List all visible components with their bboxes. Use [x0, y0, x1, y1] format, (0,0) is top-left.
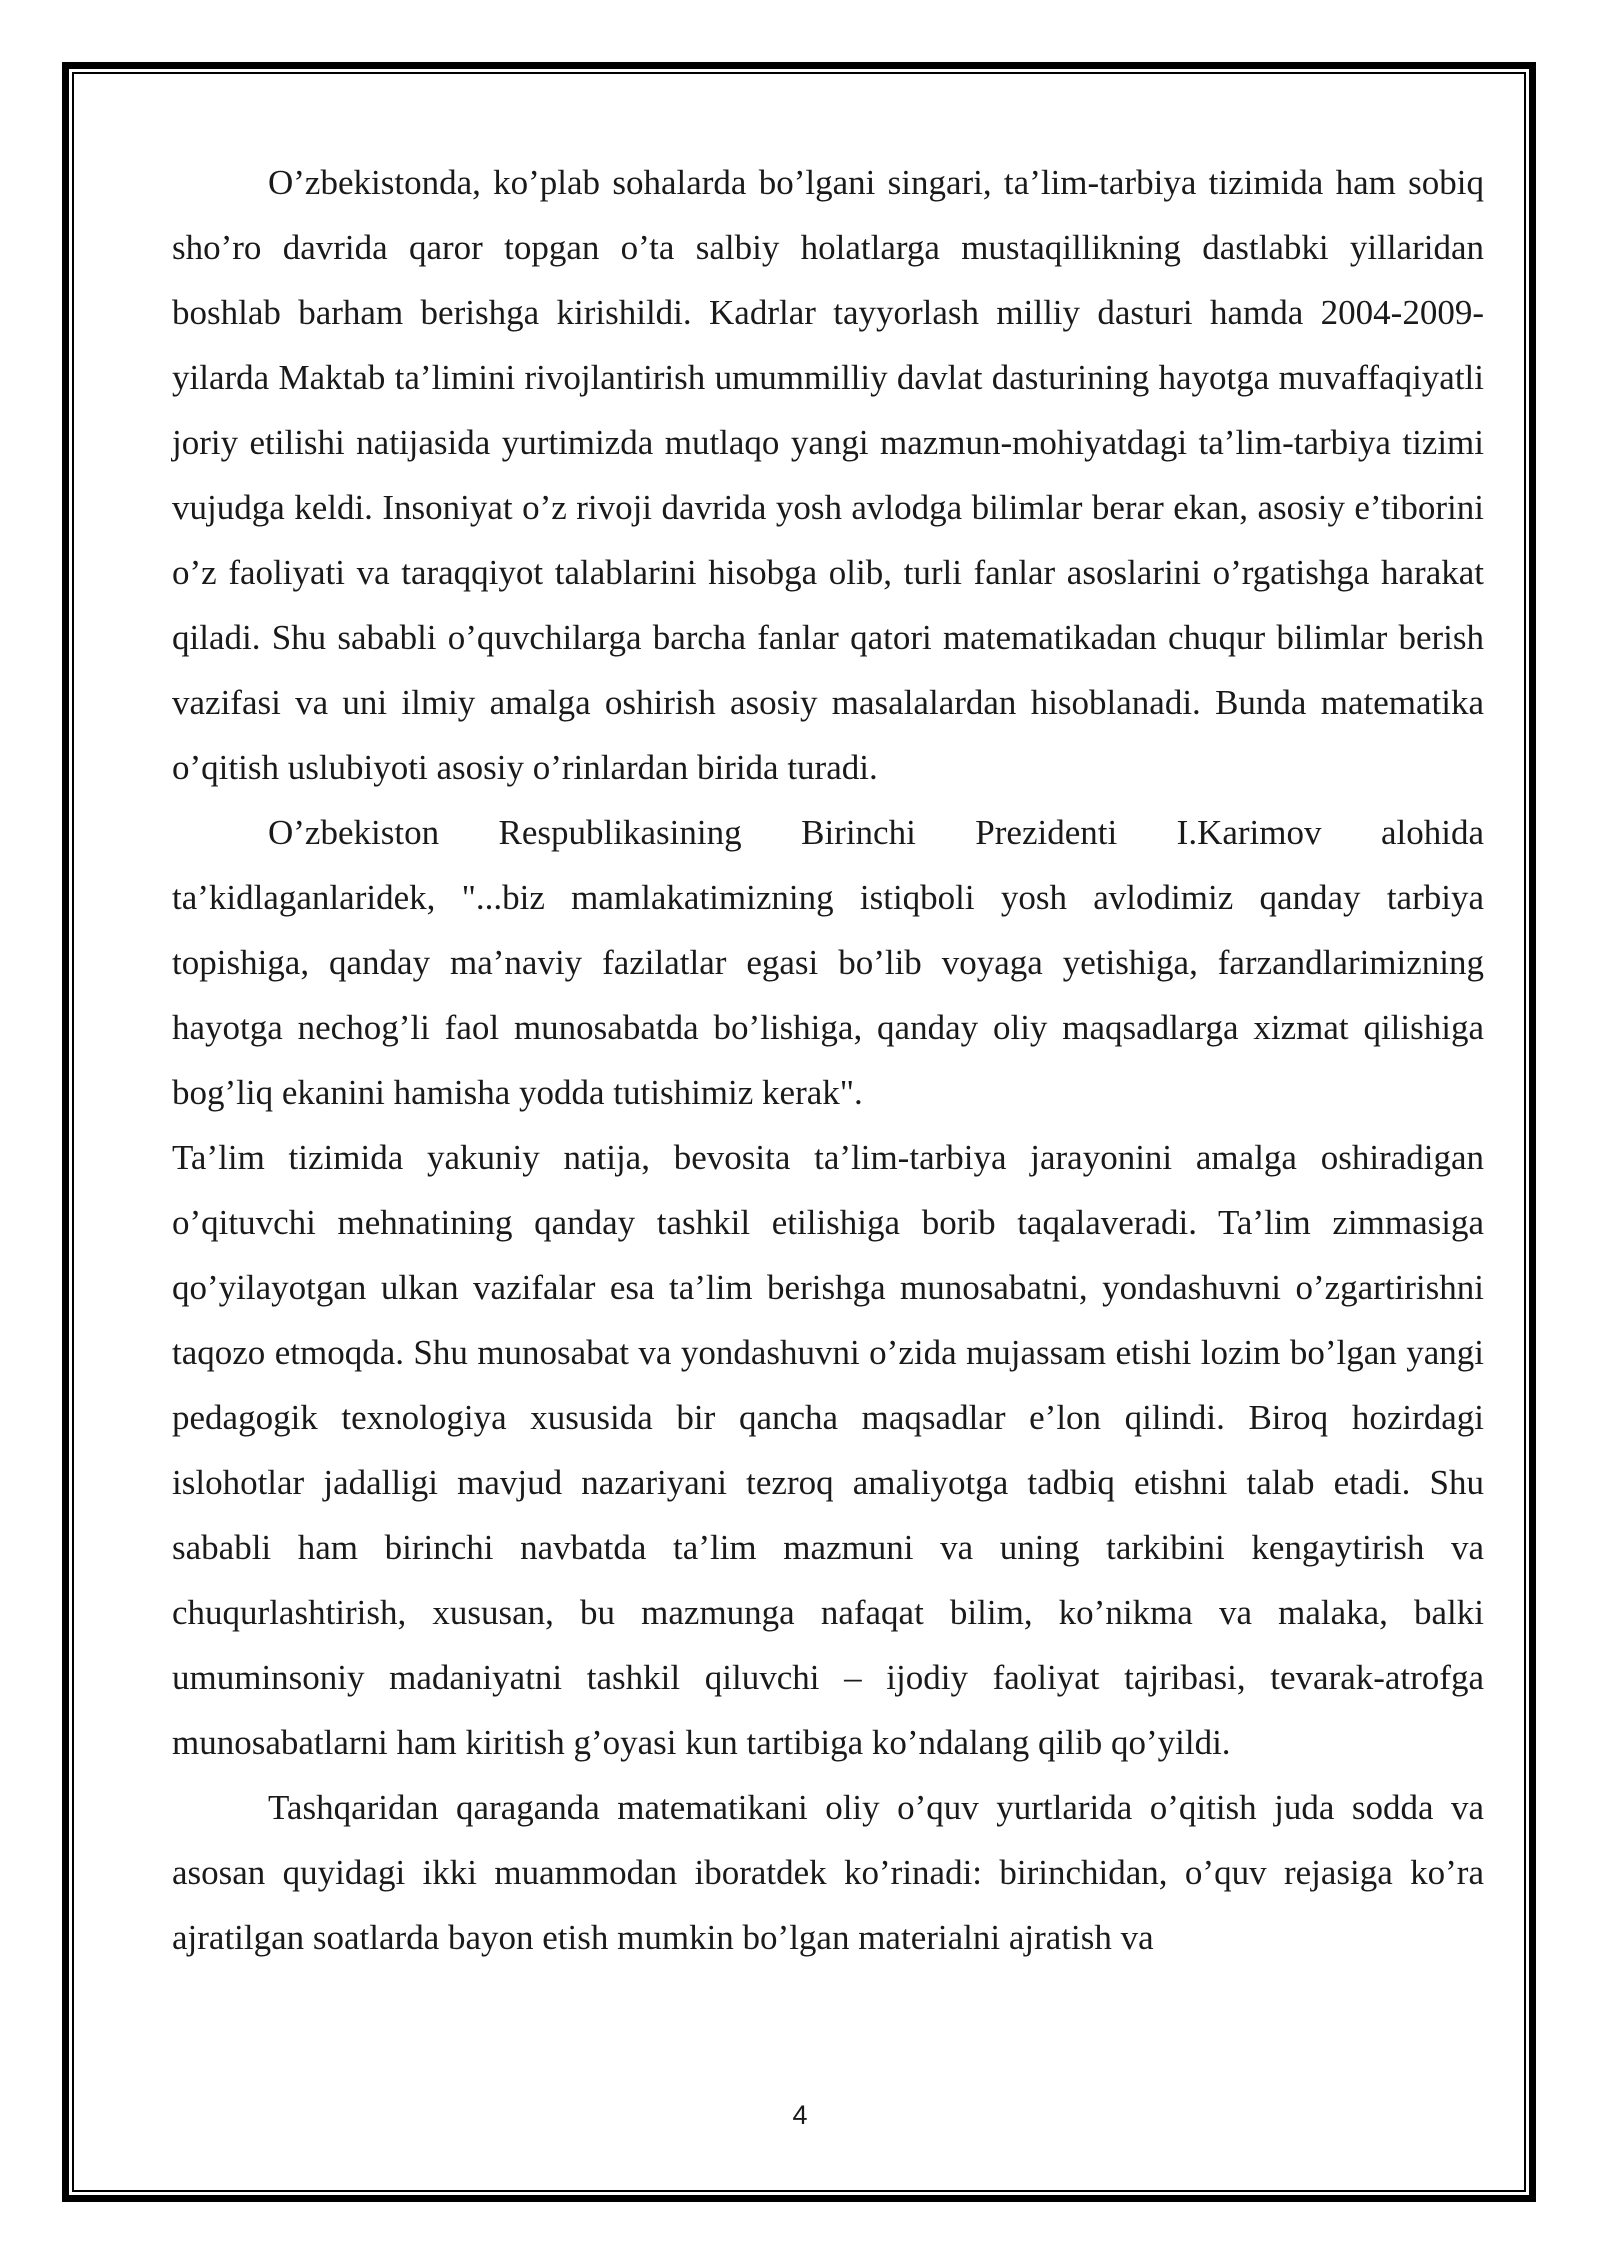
paragraph-3: Ta’lim tizimida yakuniy natija, bevosita ta’lim-tarbiya jarayonini amalga oshiradigan o’qituvchi mehnatining qanday tashkil etilishiga borib taqalaveradi. Ta’lim zimmasiga qo’yilayotgan ulkan vazifalar esa ta’lim berishga munosabatni, yondashuvni o’zgartirishni taqozo etmoqda. Shu munosabat va yondashuvni o’zida mujassam etishi lozim bo’lgan yangi pedagogik texnologiya xususida bir qancha maqsadlar e’lon qilindi. Biroq hozirdagi islohotlar jadalligi mavjud nazariyani tezroq amaliyotga tadbiq etishni talab etadi. Shu sababli ham birinchi navbatda ta’lim mazmuni va uning tarkibini kengaytirish va chuqurlashtirish, xususan, bu mazmunga nafaqat bilim, ko’nikma va malaka, balki umuminsoniy madaniyatni tashkil qiluvchi – ijodiy faoliyat tajribasi, tevarak-atrofga munosabatlarni ham kiritish g’oyasi kun tartibiga ko’ndalang qilib qo’yildi.: [172, 1138, 1484, 1762]
paragraph-1: O’zbekistonda, ko’plab sohalarda bo’lgani singari, ta’lim-tarbiya tizimida ham sobiq sho’ro davrida qaror topgan o’ta salbiy holatlarga mustaqillikning dastlabki yillaridan boshlab barham berishga kirishildi. Kadrlar tayyorlash milliy dasturi hamda 2004-2009-yilarda Maktab ta’limini rivojlantirish umummilliy davlat dasturining hayotga muvaffaqiyatli joriy etilishi natijasida yurtimizda mutlaqo yangi mazmun-mohiyatdagi ta’lim-tarbiya tizimi vujudga keldi. Insoniyat o’z rivoji davrida yosh avlodga bilimlar berar ekan, asosiy e’tiborini o’z faoliyati va taraqqiyot talablarini hisobga olib, turli fanlar asoslarini o’rgatishga harakat qiladi. Shu sababli o’quvchilarga barcha fanlar qatori matematikadan chuqur bilimlar berish vazifasi va uni ilmiy amalga oshirish asosiy masalalardan hisoblanadi. Bunda matematika o’qitish uslubiyoti asosiy o’rinlardan birida turadi.: [172, 163, 1484, 787]
page-number: 4: [792, 2100, 808, 2130]
document-body: [172, 150, 1484, 1970]
paragraph-4: Tashqaridan qaraganda matematikani oliy o’quv yurtlarida o’qitish juda sodda va asosan quyidagi ikki muammodan iboratdek ko’rinadi: birinchidan, o’quv rejasiga ko’ra ajratilgan soatlarda bayon etish mumkin bo’lgan materialni ajratish va: [172, 1788, 1484, 1957]
paragraph-2: O’zbekiston Respublikasining Birinchi Prezidenti I.Karimov alohida ta’kidlaganlaridek, "...biz mamlakatimizning istiqboli yosh avlodimiz qanday tarbiya topishiga, qanday ma’naviy fazilatlar egasi bo’lib voyaga yetishiga, farzandlarimizning hayotga nechog’li faol munosabatda bo’lishiga, qanday oliy maqsadlarga xizmat qilishiga bog’liq ekanini hamisha yodda tutishimiz kerak".: [172, 813, 1484, 1112]
